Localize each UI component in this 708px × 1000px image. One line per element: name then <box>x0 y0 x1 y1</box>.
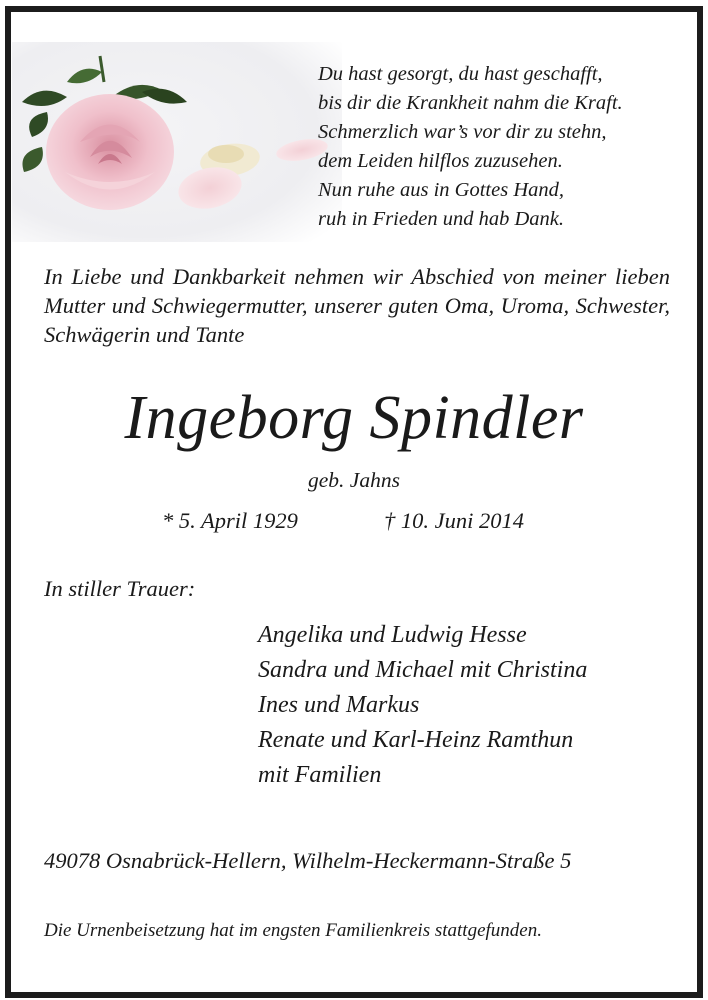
mourner: mit Familien <box>258 762 382 788</box>
rose-image <box>12 42 342 242</box>
poem-line: ruh in Frieden und hab Dank. <box>318 208 564 230</box>
birth-name: geb. Jahns <box>308 468 400 492</box>
mourner: Renate und Karl-Heinz Ramthun <box>258 727 574 753</box>
burial-note: Die Urnenbeisetzung hat im engsten Familienkreis stattgefunden. <box>44 920 542 941</box>
mourner: Angelika und Ludwig Hesse <box>258 622 527 648</box>
poem-line: Schmerzlich war’s vor dir zu stehn, <box>318 121 607 143</box>
poem-line: bis dir die Krankheit nahm die Kraft. <box>318 92 623 114</box>
poem-line: Du hast gesorgt, du hast geschafft, <box>318 63 603 85</box>
mourning-label: In stiller Trauer: <box>44 576 196 601</box>
deceased-name: Ingeborg Spindler <box>124 384 584 452</box>
poem-line: dem Leiden hilflos zuzusehen. <box>318 150 563 172</box>
mourner: Ines und Markus <box>258 692 420 718</box>
birth-date: * 5. April 1929 <box>162 508 298 533</box>
poem <box>318 60 623 234</box>
death-date: † 10. Juni 2014 <box>384 508 524 533</box>
mourners-list <box>258 618 587 793</box>
rose <box>46 94 174 210</box>
address: 49078 Osnabrück-Hellern, Wilhelm-Heckermann-Straße 5 <box>44 848 572 873</box>
mourner: Sandra und Michael mit Christina <box>258 657 588 683</box>
poem-line: Nun ruhe aus in Gottes Hand, <box>318 179 564 201</box>
intro-text: In Liebe und Dankbarkeit nehmen wir Abschied von meiner lieben Mutter und Schwiegermutter, unserer guten Oma, Uroma, Schwester, Schwägerin und Tante <box>44 264 670 347</box>
